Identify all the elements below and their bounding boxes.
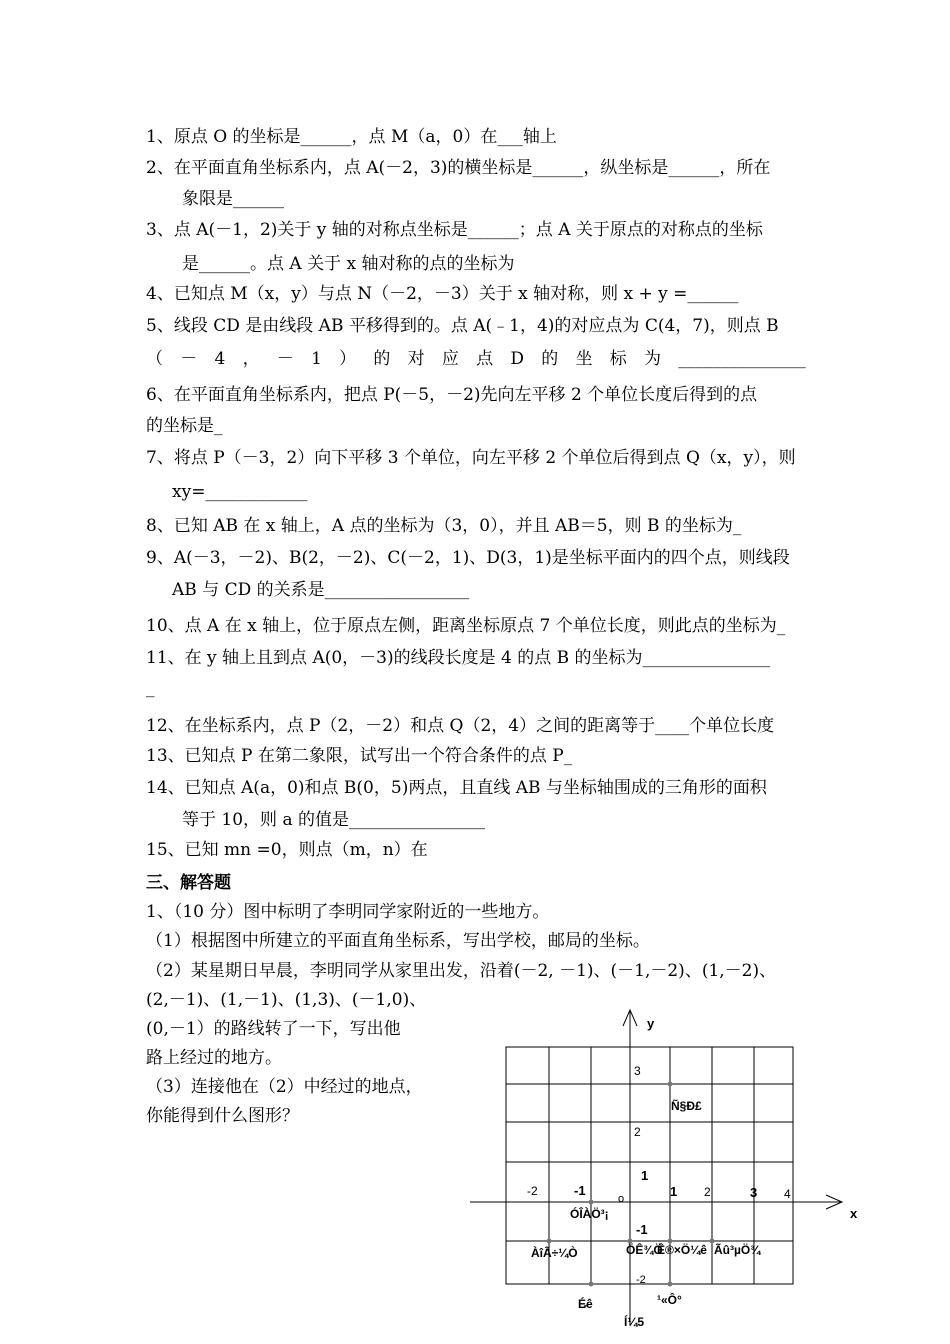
answer-part-3: （3）连接他在（2）中经过的地点， xyxy=(146,1077,423,1097)
y-tick-label: 2 xyxy=(634,1125,641,1139)
question-9: 9、A(－3，－2)、B(2，－2)、C(－2，1)、D(3，1)是坐标平面内的四个点，则线段 xyxy=(146,548,790,568)
y-tick-label: 3 xyxy=(634,1064,641,1078)
x-tick-label: 4 xyxy=(784,1187,791,1201)
answer-part-1: （1）根据图中所建立的平面直角坐标系，写出学校，邮局的坐标。 xyxy=(146,931,650,951)
place-label-shop: É̵ê xyxy=(578,1297,593,1311)
place-label-home: ÀîÃ÷¼Ò xyxy=(531,1246,578,1260)
place-label-post-office: ÖÊ¾Ö xyxy=(626,1243,663,1257)
place-label-park: ¹«Ô° xyxy=(657,1293,682,1307)
x-tick-label: -1 xyxy=(574,1183,586,1198)
question-14-cont: 等于 10，则 a 的值是________________ xyxy=(182,810,485,830)
place-label-crossroad: Ê®×Ö¼ê xyxy=(657,1243,707,1257)
y-axis-label: y xyxy=(647,1016,655,1031)
question-6-cont: 的坐标是_ xyxy=(146,416,223,436)
answer-part-2-cont-3: 路上经过的地方。 xyxy=(146,1048,282,1068)
x-tick-label: 3 xyxy=(750,1185,758,1200)
x-axis-label: x xyxy=(850,1206,858,1221)
figure-caption: Í¼5 xyxy=(624,1315,645,1329)
answer-part-2-cont-1: (2,－1)、(1,－1)、(1,3)、(－1,0)、 xyxy=(146,990,427,1010)
answer-part-3-cont: 你能得到什么图形？ xyxy=(146,1106,299,1126)
point-school xyxy=(668,1082,673,1087)
question-10: 10、点 A 在 x 轴上，位于原点左侧，距离坐标原点 7 个单位长度，则此点的坐标为_ xyxy=(146,616,786,636)
answer-part-2-cont-2: (0,－1）的路线转了一下，写出他 xyxy=(146,1019,401,1039)
question-7: 7、将点 P（－3，2）向下平移 3 个单位，向左平移 2 个单位后得到点 Q（x，y），则 xyxy=(146,448,796,468)
question-11-cont: _ xyxy=(146,678,155,698)
x-tick-label: 2 xyxy=(704,1185,711,1199)
point-shop xyxy=(589,1282,594,1287)
question-3: 3、点 A(－1，2)关于 y 轴的对称点坐标是______；点 A 关于原点的对称点的坐标 xyxy=(146,220,763,240)
place-label-school: Ñ§Ð£ xyxy=(671,1099,702,1113)
question-15: 15、已知 mn =0，则点（m，n）在 xyxy=(146,840,428,860)
place-label-playground: ÓÎÀÖ³¡ xyxy=(570,1207,609,1221)
x-tick-label: -2 xyxy=(527,1184,538,1198)
question-14: 14、已知点 A(a，0)和点 B(0，5)两点，且直线 AB 与坐标轴围成的三角形的面积 xyxy=(146,778,767,798)
point-home xyxy=(547,1239,552,1244)
question-5: 5、线段 CD 是由线段 AB 平移得到的。点 A(﹣1，4)的对应点为 C(4，7)，则点 B xyxy=(146,316,779,336)
question-4: 4、已知点 M（x，y）与点 N（－2，－3）关于 x 轴对称，则 x + y =______ xyxy=(146,284,739,304)
origin-label: o xyxy=(618,1193,625,1205)
question-8: 8、已知 AB 在 x 轴上，A 点的坐标为（3，0），并且 AB＝5，则 B 的坐标为_ xyxy=(146,516,742,536)
question-9-cont: AB 与 CD 的关系是_________________ xyxy=(172,580,470,600)
place-label-scenic-spot: Ãû³µÖ¾ xyxy=(714,1243,761,1257)
question-2-cont: 象限是______ xyxy=(182,189,284,209)
question-2: 2、在平面直角坐标系内，点 A(－2，3)的横坐标是______，纵坐标是______，所在 xyxy=(146,158,771,178)
question-1: 1、原点 O 的坐标是______，点 M（a，0）在___轴上 xyxy=(146,127,557,147)
question-12: 12、在坐标系内，点 P（2，－2）和点 Q（2，4）之间的距离等于____个单位长度 xyxy=(146,716,775,736)
question-3-cont: 是______。点 A 关于 x 轴对称的点的坐标为 xyxy=(182,254,515,274)
question-7-cont: xy=____________ xyxy=(172,482,308,502)
y-tick-label: -1 xyxy=(636,1222,648,1237)
question-11: 11、在 y 轴上且到点 A(0，－3)的线段长度是 4 的点 B 的坐标为_______________ xyxy=(146,648,771,668)
question-6: 6、在平面直角坐标系内，把点 P(－5，－2)先向左平移 2 个单位长度后得到的点 xyxy=(146,385,758,405)
x-tick-label: 1 xyxy=(670,1184,678,1199)
section-heading: 三、解答题 xyxy=(146,873,231,893)
point-park xyxy=(668,1282,673,1287)
question-13: 13、已知点 P 在第二象限，试写出一个符合条件的点 P_ xyxy=(146,746,573,766)
y-tick-label: 1 xyxy=(641,1168,649,1183)
answer-part-2: （2）某星期日早晨，李明同学从家里出发，沿着(－2, －1)、(－1,－2)、(1,－2)、 xyxy=(146,961,777,981)
question-5-cont: （ － 4 ， － 1 ） 的 对 应 点 D 的 坐 标 为 _______________ xyxy=(146,349,806,369)
point-playground xyxy=(589,1200,594,1205)
answer-question-1: 1、（10 分）图中标明了李明同学家附近的一些地方。 xyxy=(146,902,550,922)
y-tick-label: -2 xyxy=(636,1274,646,1286)
